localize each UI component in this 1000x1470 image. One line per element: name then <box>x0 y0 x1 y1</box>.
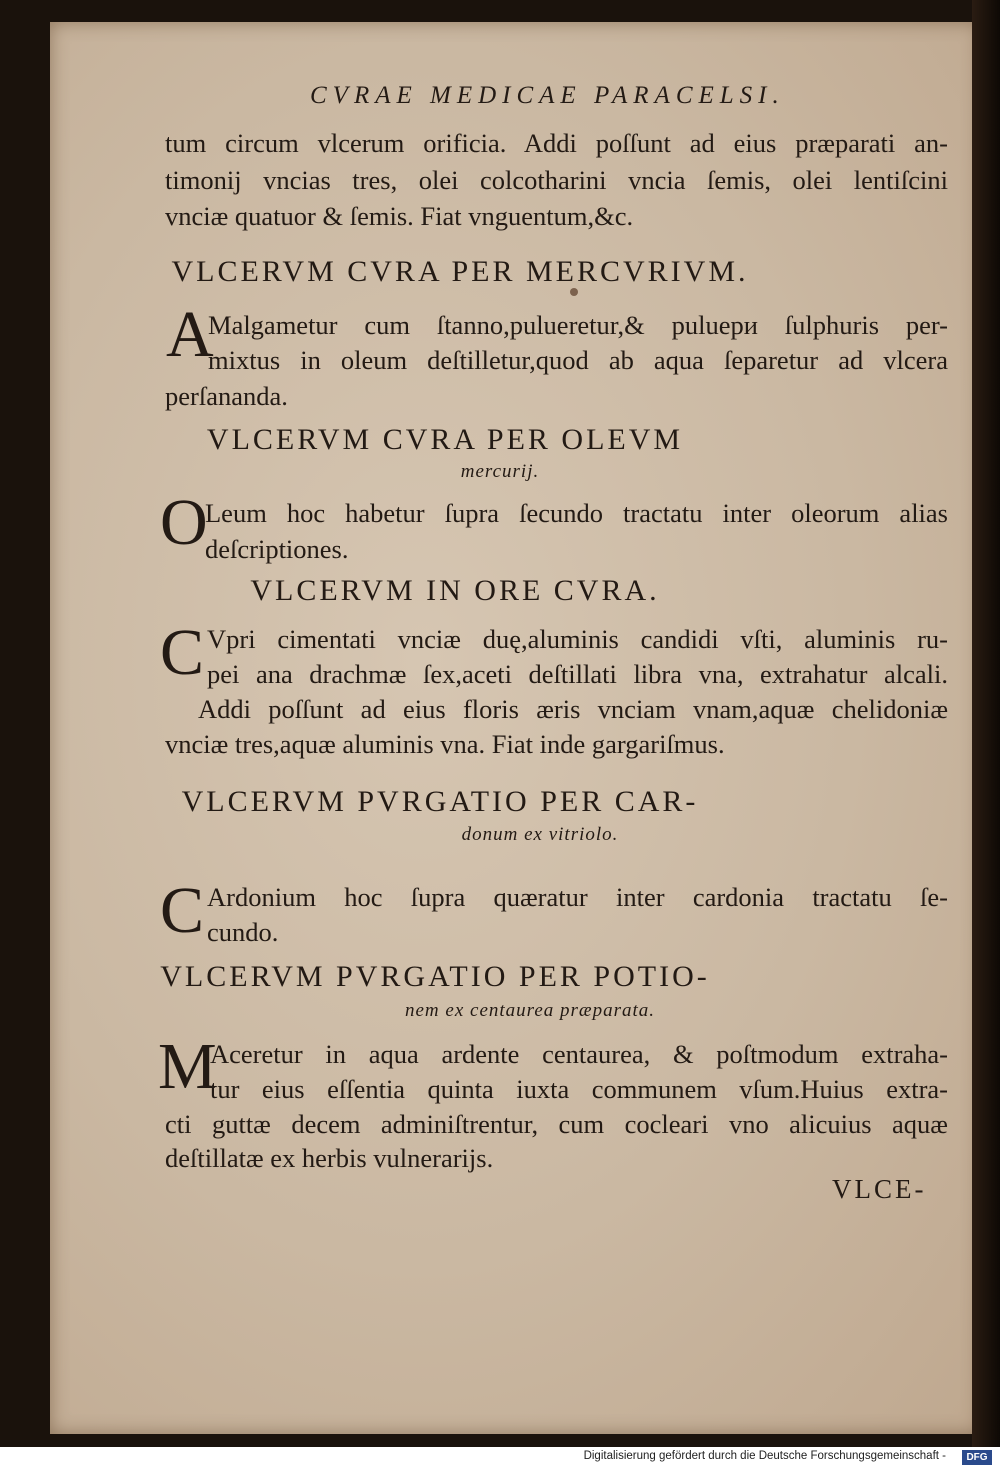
section-line: Malgametur cum ſtanno,pulueretur,& puluери ſulphuris per- <box>208 310 948 340</box>
dfg-logo: DFG <box>962 1450 992 1465</box>
section-line: cundo. <box>207 917 279 947</box>
section-line: vnciæ tres,aquæ aluminis vna. Fiat inde gargariſmus. <box>165 729 725 759</box>
section-heading: VLCERVM PVRGATIO PER CAR- <box>181 785 699 818</box>
ornament-dot <box>570 288 578 296</box>
section-line: pei ana drachmæ ſex,aceti deſtillati libra vna, extrahatur alcali. <box>207 659 948 689</box>
catchword: VLCE- <box>832 1174 927 1204</box>
section-line: cti guttæ decem adminiſtrentur, cum cocleari vno alicuius aquæ <box>165 1109 948 1139</box>
section-line: tur eius eſſentia quinta iuxta communem vſum.Huius extra- <box>210 1074 948 1104</box>
drop-cap: O <box>160 486 208 559</box>
section-line: perſananda. <box>165 381 288 411</box>
running-head: CVRAE MEDICAE PARACELSI. <box>310 82 785 109</box>
section-heading: VLCERVM CVRA PER OLEVM <box>206 423 684 456</box>
section-line: Vpri cimentati vnciæ duę,aluminis candidi vſti, aluminis ru- <box>207 624 948 654</box>
section-subheading: mercurij. <box>460 461 540 482</box>
drop-cap: C <box>160 616 205 689</box>
section-heading: VLCERVM IN ORE CVRA. <box>250 574 660 607</box>
digitization-credit: Digitalisierung gefördert durch die Deutsche Forschungsgemeinschaft - <box>583 1450 946 1462</box>
section-line: Addi poſſunt ad eius floris æris vnciam vnam,aquæ chelidoniæ <box>198 694 948 724</box>
section-line: Leum hoc habetur ſupra ſecundo tractatu inter oleorum alias <box>205 498 948 528</box>
section-line: deſtillatæ ex herbis vulnerarijs. <box>165 1143 494 1173</box>
intro-line: tum circum vlcerum orificia. Addi poſſunt ad eius præparati an- <box>165 128 948 158</box>
section-line: deſcriptiones. <box>205 534 349 564</box>
drop-cap: C <box>160 874 205 947</box>
section-line: mixtus in oleum deſtilletur,quod ab aqua ſeparetur ad vlcera <box>208 345 948 375</box>
section-heading: VLCERVM PVRGATIO PER POTIO- <box>160 960 710 993</box>
drop-cap: M <box>158 1030 217 1103</box>
intro-line: vnciæ quatuor & ſemis. Fiat vnguentum,&c. <box>165 201 634 231</box>
book-page <box>50 22 980 1434</box>
section-subheading: donum ex vitriolo. <box>461 824 619 845</box>
section-line: Aceretur in aqua ardente centaurea, & poſtmodum extraha- <box>210 1039 948 1069</box>
section-heading: VLCERVM CVRA PER MERCVRIVM. <box>171 255 749 288</box>
drop-cap: A <box>166 298 214 371</box>
scan-edge <box>972 0 1000 1447</box>
intro-line: timonij vncias tres, olei colcotharini vncia ſemis, olei lentiſcini <box>165 165 948 195</box>
section-subheading: nem ex centaurea præparata. <box>404 1000 656 1021</box>
section-line: Ardonium hoc ſupra quæratur inter cardonia tractatu ſe- <box>207 882 948 912</box>
